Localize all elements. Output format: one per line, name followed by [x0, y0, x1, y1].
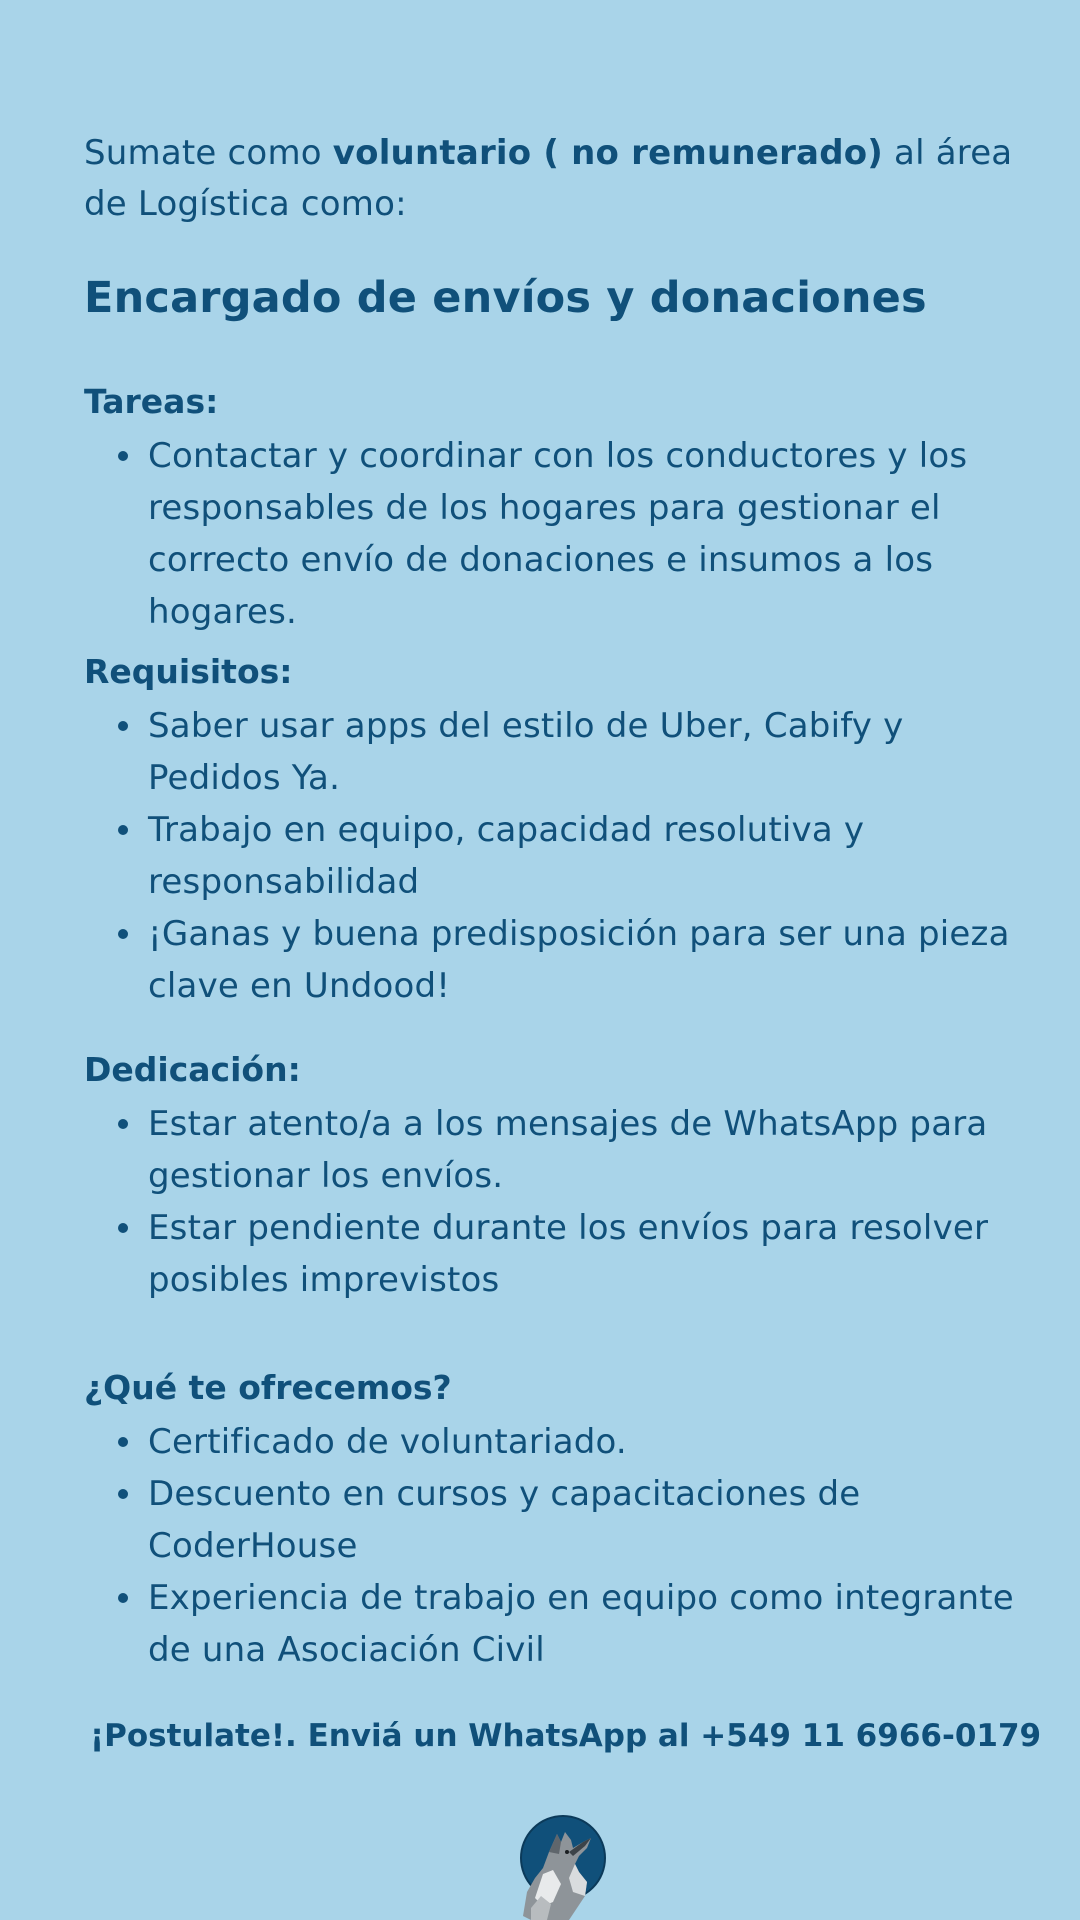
- section-requisitos: [84, 648, 1024, 1012]
- section-title-dedicacion: Dedicación:: [84, 1050, 301, 1089]
- section-title-tareas: Tareas:: [84, 382, 219, 421]
- intro-highlight: voluntario ( no remunerado): [332, 133, 884, 173]
- bullet-icon: [118, 825, 128, 835]
- bullet-icon: [118, 1489, 128, 1499]
- list-item: Certificado de voluntariado.: [84, 1416, 1024, 1468]
- list-item: Estar pendiente durante los envíos para resolver posibles imprevistos: [84, 1202, 1024, 1306]
- flyer-content: [84, 128, 1024, 1676]
- bullet-icon: [118, 929, 128, 939]
- list-item: Descuento en cursos y capacitaciones de CoderHouse: [84, 1468, 1024, 1572]
- bullet-icon: [118, 1593, 128, 1603]
- role-title: Encargado de envíos y donaciones: [84, 273, 927, 323]
- intro-prefix: Sumate como: [84, 133, 333, 173]
- section-tareas: [84, 378, 1024, 638]
- list-ofrecemos: [84, 1416, 1024, 1676]
- list-item: Trabajo en equipo, capacidad resolutiva y responsabilidad: [84, 804, 1024, 908]
- list-item: Experiencia de trabajo en equipo como integrante de una Asociación Civil: [84, 1572, 1024, 1676]
- cta-whatsapp-text: ¡Postulate!. Enviá un WhatsApp al +549 11 6966-0179: [90, 1718, 1042, 1754]
- list-item: Saber usar apps del estilo de Uber, Cabify y Pedidos Ya.: [84, 700, 1024, 804]
- bullet-icon: [118, 1223, 128, 1233]
- section-title-ofrecemos: ¿Qué te ofrecemos?: [84, 1368, 452, 1407]
- bullet-icon: [118, 451, 128, 461]
- list-item: Estar atento/a a los mensajes de WhatsApp para gestionar los envíos.: [84, 1098, 1024, 1202]
- intro-text: [84, 128, 1024, 230]
- howling-wolf-logo-icon: [513, 1812, 609, 1920]
- section-dedicacion: [84, 1046, 1024, 1306]
- list-dedicacion: [84, 1098, 1024, 1306]
- list-requisitos: [84, 700, 1024, 1012]
- list-tareas: [84, 430, 1024, 638]
- list-item: Contactar y coordinar con los conductores y los responsables de los hogares para gestionar el correcto envío de donaciones e insumos a los hogares.: [84, 430, 1024, 638]
- section-ofrecemos: [84, 1364, 1024, 1676]
- bullet-icon: [118, 1119, 128, 1129]
- section-title-requisitos: Requisitos:: [84, 652, 293, 691]
- bullet-icon: [118, 721, 128, 731]
- intro-suffix: al área de Logística como:: [84, 133, 1013, 224]
- bullet-icon: [118, 1437, 128, 1447]
- list-item: ¡Ganas y buena predisposición para ser una pieza clave en Undood!: [84, 908, 1024, 1012]
